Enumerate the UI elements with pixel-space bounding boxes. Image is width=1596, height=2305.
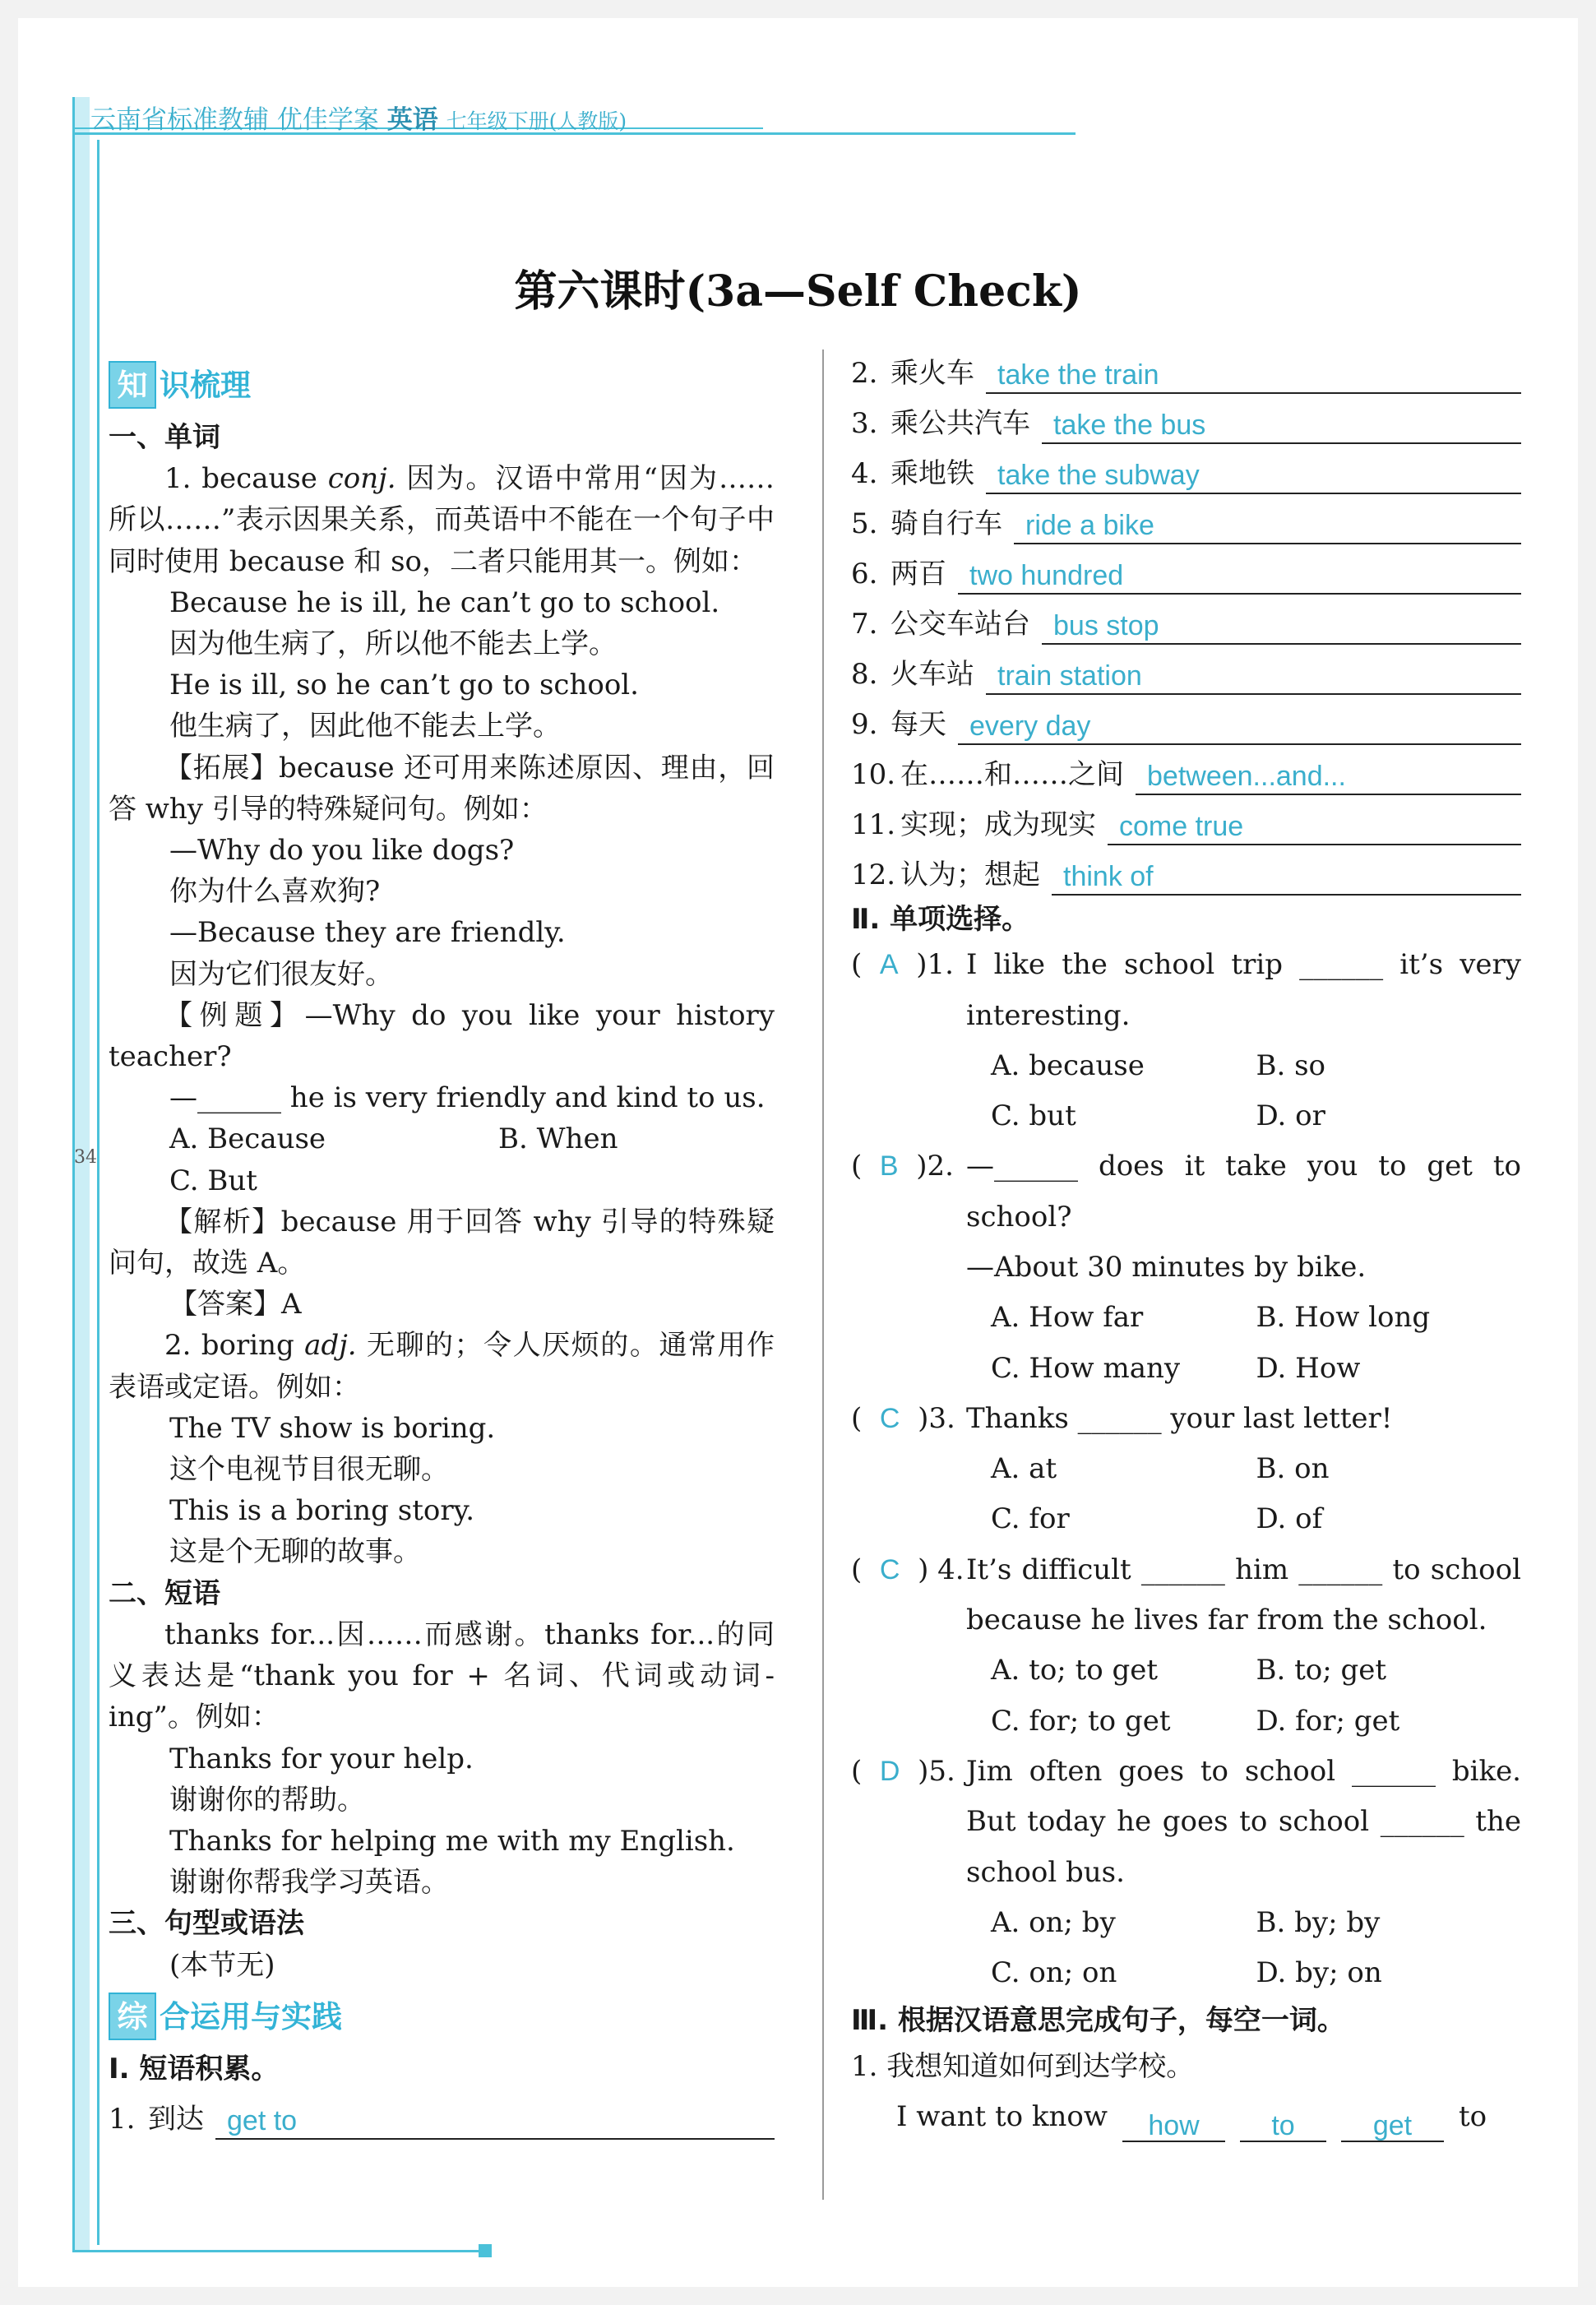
answer-field[interactable]: bus stop	[1042, 607, 1521, 645]
answer-paren: ( C ) 4.	[851, 1553, 965, 1586]
example-question-line: —______ he is very friendly and kind to us.	[169, 1081, 766, 1115]
option-a[interactable]: A. on; by	[991, 1905, 1116, 1939]
column-divider	[822, 349, 824, 2200]
vocab-row	[851, 344, 1521, 394]
heading-choice: Ⅱ. 单项选择。	[851, 903, 1030, 936]
vocab-row	[851, 394, 1521, 444]
item-number: 10.	[851, 757, 896, 791]
sentence-text: to	[1459, 2099, 1487, 2133]
answer-paren: ( B )2.	[851, 1150, 954, 1183]
example-question: 【例题】—Why do you like your history teacher?	[109, 998, 775, 1074]
option-a[interactable]: A. How far	[991, 1301, 1144, 1335]
answer-field[interactable]: take the subway	[986, 456, 1521, 494]
item-chinese: 乘火车	[891, 356, 974, 390]
options-row	[851, 1344, 1521, 1394]
option-d[interactable]: D. of	[1256, 1502, 1323, 1536]
item-number: 7.	[851, 607, 878, 641]
item-chinese: 在……和……之间	[900, 757, 1124, 791]
example-cn: 因为它们很友好。	[169, 957, 393, 991]
options-row	[851, 1948, 1521, 1998]
question-list	[851, 940, 1521, 1998]
option-b[interactable]: B. so	[1256, 1048, 1326, 1082]
vocab-because-intro: 1. because conj. 因为。汉语中常用“因为……所以……”表示因果关系，而英语中不能在一个句子中同时使用 because 和 so，二者只能用其一。例如：	[109, 462, 775, 578]
section-title: 识梳理	[160, 366, 251, 403]
answer-paren: ( D )5.	[851, 1754, 955, 1788]
option-a: A. Because	[169, 1122, 326, 1156]
option-d[interactable]: D. How	[1256, 1351, 1361, 1385]
item-number: 4.	[851, 456, 878, 490]
answer-choice[interactable]: D	[879, 1755, 900, 1787]
vocab-row	[851, 595, 1521, 645]
answer-field[interactable]: between...and...	[1136, 757, 1521, 795]
option-b: B. When	[498, 1122, 618, 1156]
section-icon-zong: 综	[109, 1993, 156, 2040]
question-text: —______ does it take you to get to school?	[966, 1150, 1521, 1233]
options-row	[851, 1696, 1521, 1747]
page-title: 第六课时(3a—Self Check)	[514, 266, 1082, 317]
example-cn: 他生病了，因此他不能去上学。	[169, 710, 561, 743]
example-cn: 因为他生病了，所以他不能去上学。	[169, 627, 617, 661]
option-b[interactable]: B. to; get	[1256, 1654, 1387, 1687]
blank-field[interactable]: get	[1341, 2109, 1444, 2142]
question-number: ) 4.	[918, 1553, 965, 1586]
example-cn: 这是个无聊的故事。	[169, 1535, 421, 1569]
header-grade: 七年级下册(人教版)	[446, 109, 627, 133]
heading-vocab: 一、单词	[109, 421, 220, 454]
answer-field[interactable]: train station	[986, 657, 1521, 695]
choice-question	[851, 1394, 1521, 1545]
option-d[interactable]: D. for; get	[1256, 1704, 1400, 1738]
item-chinese: 乘地铁	[891, 456, 974, 490]
vocab-row	[851, 494, 1521, 544]
answer: 【答案】A	[169, 1288, 302, 1321]
section-practice	[109, 1991, 775, 2042]
item-number: 11.	[851, 808, 896, 841]
answer-field[interactable]: think of	[1052, 858, 1521, 896]
item-chinese: 实现；成为现实	[900, 808, 1096, 841]
item-chinese: 到达	[148, 2102, 204, 2136]
option-a[interactable]: A. because	[991, 1048, 1145, 1082]
item-number: 2.	[851, 356, 878, 390]
example-cn: 你为什么喜欢狗?	[169, 875, 381, 909]
choice-question	[851, 1747, 1521, 1998]
answer-field[interactable]: ride a bike	[1014, 507, 1521, 544]
item-chinese: 两百	[891, 557, 946, 590]
item-number: 12.	[851, 858, 896, 891]
option-b[interactable]: B. How long	[1256, 1301, 1431, 1335]
question-number: )2.	[916, 1150, 954, 1183]
option-c[interactable]: C. for	[991, 1502, 1070, 1536]
vocab-boring-intro: 2. boring adj. 无聊的；令人厌烦的。通常用作表语或定语。例如：	[109, 1329, 775, 1404]
heading-complete: Ⅲ. 根据汉语意思完成句子，每空一词。	[851, 2004, 1345, 2038]
header-subject: 英语	[386, 105, 438, 135]
option-c[interactable]: C. on; on	[991, 1956, 1117, 1990]
answer-paren: ( A )1.	[851, 948, 954, 982]
option-a[interactable]: A. at	[991, 1452, 1057, 1486]
example-cn: 谢谢你帮我学习英语。	[169, 1866, 449, 1900]
item-number: 9.	[851, 707, 878, 741]
option-c[interactable]: C. but	[991, 1099, 1076, 1133]
header-series: 云南省标准教辅	[90, 105, 269, 135]
answer-field[interactable]: get to	[215, 2102, 775, 2140]
answer-choice[interactable]: C	[879, 1402, 900, 1434]
bottom-rule	[72, 2250, 483, 2252]
option-b[interactable]: B. by; by	[1256, 1905, 1381, 1939]
question-number: )5.	[918, 1754, 955, 1788]
side-rail	[72, 97, 90, 2252]
sentence-text: I want to know	[896, 2099, 1108, 2133]
section-knowledge	[109, 359, 775, 410]
options-row	[851, 1898, 1521, 1948]
item-number: 3.	[851, 406, 878, 440]
heading-phrase: 二、短语	[109, 1576, 220, 1610]
item-chinese: 公交车站台	[891, 607, 1030, 641]
right-column	[851, 344, 1521, 2142]
blank-field[interactable]: how	[1122, 2109, 1225, 2142]
sentence-1-cn: 1. 我想知道如何到达学校。	[851, 2049, 1195, 2083]
answer-field[interactable]: come true	[1108, 808, 1521, 845]
vocab-row	[851, 444, 1521, 494]
item-chinese: 骑自行车	[891, 507, 1002, 540]
header-brand: 优佳学案	[276, 105, 379, 135]
vocab-row	[851, 695, 1521, 745]
item-number: 5.	[851, 507, 878, 540]
answer-choice[interactable]: B	[879, 1150, 899, 1183]
bottom-marker	[479, 2244, 492, 2257]
options-row	[851, 1645, 1521, 1696]
example-en: —Why do you like dogs?	[169, 834, 515, 868]
answer-paren: ( C )3.	[851, 1401, 955, 1435]
vocab-row	[851, 845, 1521, 896]
options-row	[851, 1444, 1521, 1494]
example-en: The TV show is boring.	[169, 1411, 496, 1445]
side-rail-line	[97, 140, 99, 2245]
options-row	[851, 1091, 1521, 1141]
question-number: )1.	[916, 948, 954, 982]
question-text: Jim often goes to school ______ bike. But today he goes to school ______ the school bus.	[966, 1754, 1521, 1889]
vocab-row	[851, 544, 1521, 595]
vocab-list	[851, 344, 1521, 896]
answer-choice[interactable]: C	[879, 1553, 900, 1585]
item-number: 1.	[109, 2102, 136, 2136]
option-d[interactable]: D. or	[1256, 1099, 1325, 1133]
question-text-2: —About 30 minutes by bike.	[966, 1250, 1367, 1284]
vocab-row	[109, 2090, 775, 2140]
option-c[interactable]: C. How many	[991, 1351, 1181, 1385]
section-icon-zhi: 知	[109, 361, 156, 409]
phrase-intro: thanks for...因……而感谢。thanks for...的同义表达是“thank you for + 名词、代词或动词-ing”。例如：	[109, 1618, 775, 1734]
answer-field[interactable]: take the bus	[1042, 406, 1521, 444]
choice-question	[851, 940, 1521, 1141]
option-c: C. But	[169, 1164, 257, 1197]
example-options	[109, 1118, 775, 1159]
options-row	[851, 1494, 1521, 1544]
grammar-none: (本节无)	[169, 1948, 275, 1982]
answer-field[interactable]: two hundred	[958, 557, 1521, 595]
item-chinese: 每天	[891, 707, 946, 741]
question-text: I like the school trip ______ it’s very interesting.	[966, 948, 1521, 1032]
example-cn: 这个电视节目很无聊。	[169, 1453, 449, 1487]
example-en: He is ill, so he can’t go to school.	[169, 669, 639, 702]
example-en: —Because they are friendly.	[169, 916, 566, 950]
blank-field[interactable]: to	[1240, 2109, 1326, 2142]
vocab-row	[851, 645, 1521, 695]
vocab-row	[851, 795, 1521, 845]
option-d[interactable]: D. by; on	[1256, 1956, 1382, 1990]
example-en: This is a boring story.	[169, 1494, 475, 1528]
item-chinese: 认为；想起	[900, 858, 1040, 891]
options-row	[851, 1293, 1521, 1343]
heading-accumulate: Ⅰ. 短语积累。	[109, 2052, 280, 2085]
running-header	[90, 99, 627, 136]
analysis: 【解析】because 用于回答 why 引导的特殊疑问句，故选 A。	[109, 1205, 775, 1280]
expand-note: 【拓展】because 还可用来陈述原因、理由，回答 why 引导的特殊疑问句。例如：	[109, 751, 775, 826]
answer-choice[interactable]: A	[879, 949, 899, 981]
heading-grammar: 三、句型或语法	[109, 1907, 304, 1941]
vocab-row	[851, 745, 1521, 795]
option-b[interactable]: B. on	[1256, 1452, 1330, 1486]
answer-field[interactable]: every day	[958, 707, 1521, 745]
answer-field[interactable]: take the train	[986, 356, 1521, 394]
page-number: 34	[74, 1147, 97, 1168]
section-title: 合运用与实践	[160, 1997, 342, 2034]
options-row	[851, 1041, 1521, 1091]
example-en: Thanks for helping me with my English.	[169, 1824, 735, 1858]
sentence-1-en	[851, 2092, 1521, 2142]
option-c[interactable]: C. for; to get	[991, 1704, 1171, 1738]
option-a[interactable]: A. to; to get	[991, 1654, 1159, 1687]
item-chinese: 乘公共汽车	[891, 406, 1030, 440]
item-number: 8.	[851, 657, 878, 691]
choice-question	[851, 1141, 1521, 1393]
example-cn: 谢谢你的帮助。	[169, 1783, 365, 1817]
choice-question	[851, 1545, 1521, 1747]
question-text: It’s difficult ______ him ______ to school because he lives far from the school.	[966, 1553, 1521, 1637]
example-en: Thanks for your help.	[169, 1742, 474, 1775]
question-number: )3.	[918, 1401, 955, 1435]
question-text: Thanks ______ your last letter!	[966, 1401, 1393, 1435]
item-number: 6.	[851, 557, 878, 590]
left-column	[109, 359, 775, 2140]
example-en: Because he is ill, he can’t go to school.	[169, 586, 720, 619]
item-chinese: 火车站	[891, 657, 974, 691]
